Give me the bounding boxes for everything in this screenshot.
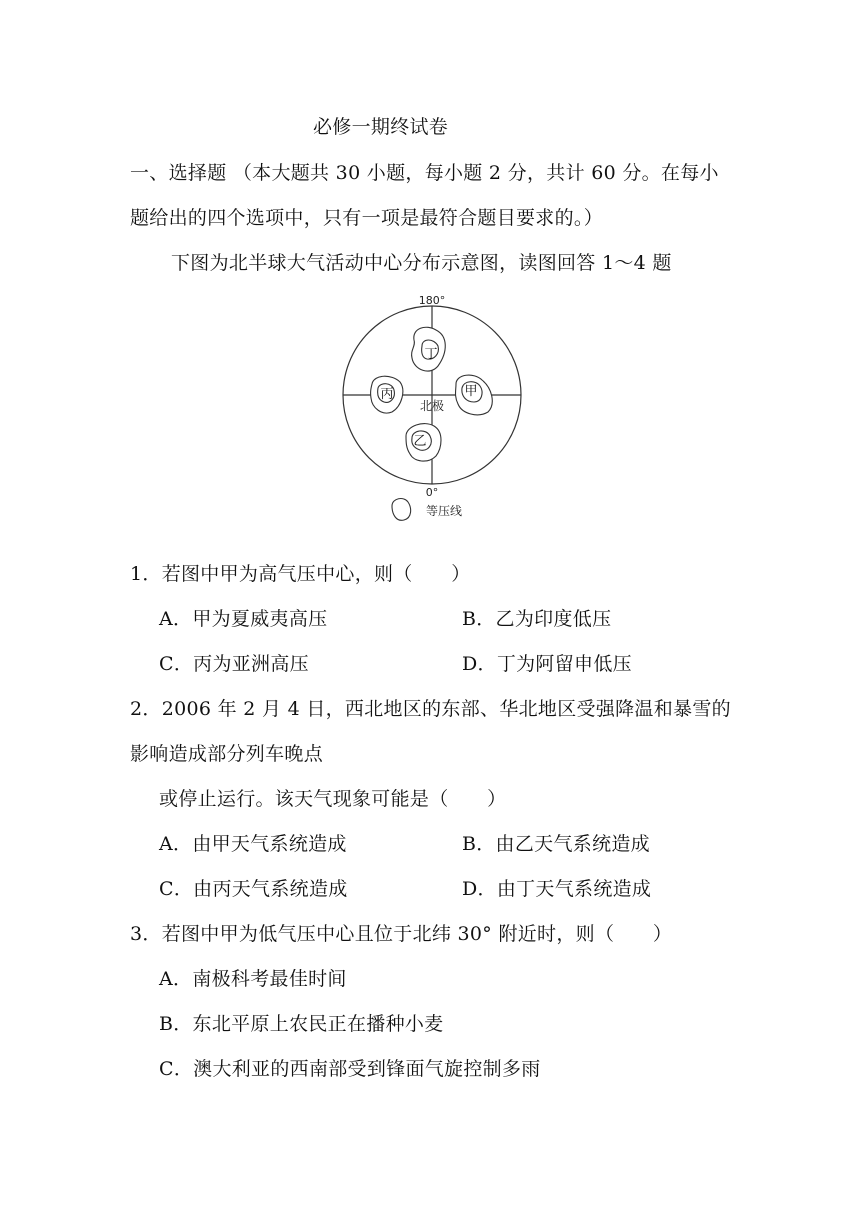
question-intro: 下图为北半球大气活动中心分布示意图，读图回答 1～4 题 bbox=[171, 252, 672, 274]
question-2-stem-line-3: 或停止运行。该天气现象可能是（ ） bbox=[159, 788, 507, 810]
diagram-label-180: 180° bbox=[418, 294, 446, 307]
question-3-option-c: C．澳大利亚的西南部受到锋面气旋控制多雨 bbox=[159, 1058, 541, 1080]
question-1-option-b: B．乙为印度低压 bbox=[462, 608, 612, 630]
question-1-option-a: A．甲为夏威夷高压 bbox=[159, 608, 328, 630]
question-2-option-b: B．由乙天气系统造成 bbox=[462, 833, 650, 855]
diagram-label-north-pole: 北极 bbox=[419, 399, 445, 413]
question-3-option-b: B．东北平原上农民正在播种小麦 bbox=[159, 1013, 444, 1035]
pressure-center-bing bbox=[371, 376, 403, 413]
question-2-option-a: A．由甲天气系统造成 bbox=[159, 833, 347, 855]
question-3-stem: 3．若图中甲为低气压中心且位于北纬 30° 附近时，则（ ） bbox=[130, 923, 673, 945]
question-3-option-a: A．南极科考最佳时间 bbox=[159, 968, 347, 990]
pressure-center-yi bbox=[406, 424, 441, 461]
center-label-yi: 乙 bbox=[413, 434, 427, 449]
legend-label-isobar: 等压线 bbox=[426, 504, 463, 518]
pressure-centers-diagram bbox=[340, 292, 530, 524]
question-1-option-d: D．丁为阿留申低压 bbox=[462, 653, 632, 675]
question-2-option-d: D．由丁天气系统造成 bbox=[462, 878, 652, 900]
section-heading-line-2: 题给出的四个选项中，只有一项是最符合题目要求的。） bbox=[130, 207, 604, 229]
question-2-stem-line-1: 2．2006 年 2 月 4 日，西北地区的东部、华北地区受强降温和暴雪的 bbox=[130, 698, 731, 720]
exam-title: 必修一期终试卷 bbox=[313, 116, 449, 138]
question-1-stem: 1．若图中甲为高气压中心，则（ ） bbox=[130, 563, 471, 585]
pressure-center-jia bbox=[456, 375, 493, 415]
section-heading-line-1: 一、选择题 （本大题共 30 小题，每小题 2 分，共计 60 分。在每小 bbox=[130, 162, 719, 184]
isobar-legend bbox=[392, 499, 462, 521]
center-label-jia: 甲 bbox=[464, 384, 478, 399]
diagram-label-0: 0° bbox=[425, 486, 439, 499]
isobar-legend-symbol bbox=[392, 499, 411, 521]
pressure-center-ding bbox=[412, 327, 446, 371]
center-label-ding: 丁 bbox=[424, 347, 438, 362]
center-label-bing: 丙 bbox=[380, 387, 394, 402]
question-2-option-c: C．由丙天气系统造成 bbox=[159, 878, 348, 900]
question-1-option-c: C．丙为亚洲高压 bbox=[159, 653, 309, 675]
question-2-stem-line-2: 影响造成部分列车晚点 bbox=[130, 743, 324, 765]
